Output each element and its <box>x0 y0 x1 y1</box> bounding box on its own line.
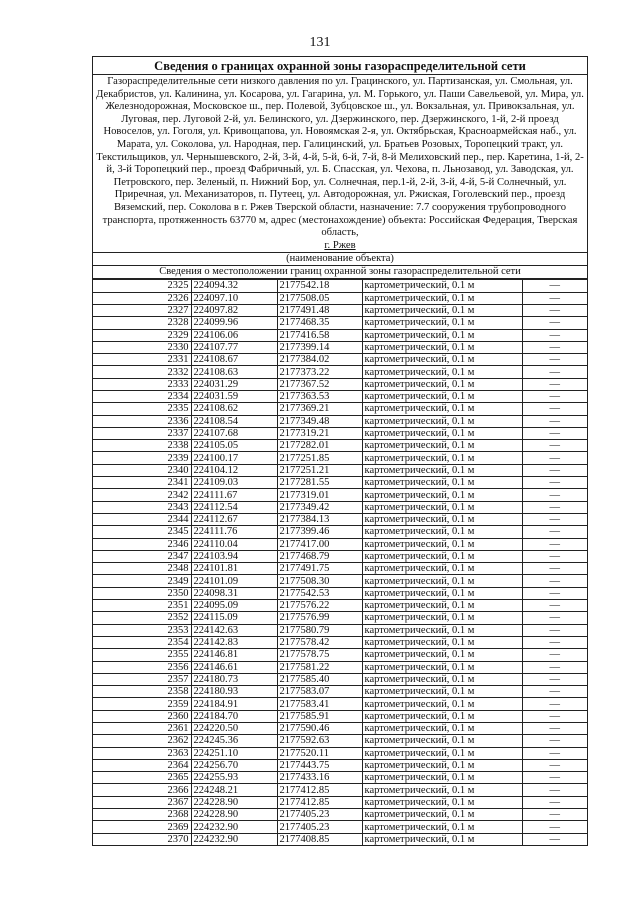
point-number-cell: 2327 <box>93 304 191 316</box>
y-coordinate-cell: 2177578.75 <box>277 649 362 661</box>
y-coordinate-cell: 2177373.22 <box>277 366 362 378</box>
x-coordinate-cell: 224108.67 <box>191 354 277 366</box>
point-number-cell: 2369 <box>93 821 191 833</box>
y-coordinate-cell: 2177433.16 <box>277 772 362 784</box>
table-row <box>93 796 587 808</box>
point-description-cell: — <box>522 280 587 292</box>
y-coordinate-cell: 2177520.11 <box>277 747 362 759</box>
x-coordinate-cell: 224142.63 <box>191 624 277 636</box>
point-number-cell: 2339 <box>93 452 191 464</box>
table-row <box>93 833 587 845</box>
table-row <box>93 772 587 784</box>
y-coordinate-cell: 2177281.55 <box>277 477 362 489</box>
table-row <box>93 427 587 439</box>
table-row <box>93 698 587 710</box>
y-coordinate-cell: 2177583.07 <box>277 686 362 698</box>
table-row <box>93 649 587 661</box>
point-description-cell: — <box>522 772 587 784</box>
table-row <box>93 464 587 476</box>
point-number-cell: 2365 <box>93 772 191 784</box>
point-description-cell: — <box>522 317 587 329</box>
point-description-cell: — <box>522 440 587 452</box>
method-accuracy-cell: картометрический, 0.1 м <box>362 390 522 402</box>
method-accuracy-cell: картометрический, 0.1 м <box>362 489 522 501</box>
y-coordinate-cell: 2177349.48 <box>277 415 362 427</box>
point-number-cell: 2344 <box>93 513 191 525</box>
method-accuracy-cell: картометрический, 0.1 м <box>362 575 522 587</box>
y-coordinate-cell: 2177417.00 <box>277 538 362 550</box>
x-coordinate-cell: 224248.21 <box>191 784 277 796</box>
point-description-cell: — <box>522 501 587 513</box>
point-description-cell: — <box>522 354 587 366</box>
point-number-cell: 2345 <box>93 526 191 538</box>
y-coordinate-cell: 2177399.46 <box>277 526 362 538</box>
x-coordinate-cell: 224106.06 <box>191 329 277 341</box>
point-description-cell: — <box>522 784 587 796</box>
x-coordinate-cell: 224108.54 <box>191 415 277 427</box>
y-coordinate-cell: 2177369.21 <box>277 403 362 415</box>
method-accuracy-cell: картометрический, 0.1 м <box>362 661 522 673</box>
y-coordinate-cell: 2177468.35 <box>277 317 362 329</box>
point-description-cell: — <box>522 550 587 562</box>
x-coordinate-cell: 224146.61 <box>191 661 277 673</box>
method-accuracy-cell: картометрический, 0.1 м <box>362 366 522 378</box>
y-coordinate-cell: 2177578.42 <box>277 636 362 648</box>
point-description-cell: — <box>522 378 587 390</box>
point-number-cell: 2363 <box>93 747 191 759</box>
y-coordinate-cell: 2177405.23 <box>277 809 362 821</box>
point-description-cell: — <box>522 809 587 821</box>
table-row <box>93 735 587 747</box>
y-coordinate-cell: 2177412.85 <box>277 784 362 796</box>
point-description-cell: — <box>522 686 587 698</box>
y-coordinate-cell: 2177251.21 <box>277 464 362 476</box>
point-number-cell: 2359 <box>93 698 191 710</box>
point-description-cell: — <box>522 390 587 402</box>
y-coordinate-cell: 2177508.05 <box>277 292 362 304</box>
x-coordinate-cell: 224101.81 <box>191 563 277 575</box>
x-coordinate-cell: 224112.67 <box>191 513 277 525</box>
x-coordinate-cell: 224146.81 <box>191 649 277 661</box>
table-row <box>93 292 587 304</box>
x-coordinate-cell: 224220.50 <box>191 723 277 735</box>
table-row <box>93 317 587 329</box>
method-accuracy-cell: картометрический, 0.1 м <box>362 710 522 722</box>
point-number-cell: 2346 <box>93 538 191 550</box>
x-coordinate-cell: 224100.17 <box>191 452 277 464</box>
y-coordinate-cell: 2177580.79 <box>277 624 362 636</box>
point-description-cell: — <box>522 563 587 575</box>
x-coordinate-cell: 224110.04 <box>191 538 277 550</box>
point-description-cell: — <box>522 341 587 353</box>
point-description-cell: — <box>522 612 587 624</box>
y-coordinate-cell: 2177542.18 <box>277 280 362 292</box>
table-row <box>93 526 587 538</box>
method-accuracy-cell: картометрический, 0.1 м <box>362 501 522 513</box>
x-coordinate-cell: 224256.70 <box>191 759 277 771</box>
method-accuracy-cell: картометрический, 0.1 м <box>362 280 522 292</box>
point-description-cell: — <box>522 415 587 427</box>
x-coordinate-cell: 224031.29 <box>191 378 277 390</box>
x-coordinate-cell: 224228.90 <box>191 796 277 808</box>
x-coordinate-cell: 224095.09 <box>191 600 277 612</box>
point-number-cell: 2360 <box>93 710 191 722</box>
point-description-cell: — <box>522 821 587 833</box>
x-coordinate-cell: 224108.62 <box>191 403 277 415</box>
x-coordinate-cell: 224228.90 <box>191 809 277 821</box>
y-coordinate-cell: 2177416.58 <box>277 329 362 341</box>
y-coordinate-cell: 2177384.02 <box>277 354 362 366</box>
table-row <box>93 329 587 341</box>
y-coordinate-cell: 2177491.75 <box>277 563 362 575</box>
x-coordinate-cell: 224101.09 <box>191 575 277 587</box>
method-accuracy-cell: картометрический, 0.1 м <box>362 317 522 329</box>
method-accuracy-cell: картометрический, 0.1 м <box>362 464 522 476</box>
x-coordinate-cell: 224112.54 <box>191 501 277 513</box>
point-number-cell: 2332 <box>93 366 191 378</box>
y-coordinate-cell: 2177576.22 <box>277 600 362 612</box>
x-coordinate-cell: 224094.32 <box>191 280 277 292</box>
x-coordinate-cell: 224097.82 <box>191 304 277 316</box>
y-coordinate-cell: 2177585.91 <box>277 710 362 722</box>
x-coordinate-cell: 224107.77 <box>191 341 277 353</box>
point-description-cell: — <box>522 477 587 489</box>
method-accuracy-cell: картометрический, 0.1 м <box>362 698 522 710</box>
point-number-cell: 2337 <box>93 427 191 439</box>
y-coordinate-cell: 2177384.13 <box>277 513 362 525</box>
point-number-cell: 2362 <box>93 735 191 747</box>
table-row <box>93 686 587 698</box>
point-number-cell: 2368 <box>93 809 191 821</box>
y-coordinate-cell: 2177251.85 <box>277 452 362 464</box>
x-coordinate-cell: 224180.73 <box>191 673 277 685</box>
method-accuracy-cell: картометрический, 0.1 м <box>362 821 522 833</box>
point-number-cell: 2353 <box>93 624 191 636</box>
point-description-cell: — <box>522 464 587 476</box>
x-coordinate-cell: 224180.93 <box>191 686 277 698</box>
object-name-caption: (наименование объекта) <box>93 253 587 266</box>
method-accuracy-cell: картометрический, 0.1 м <box>362 513 522 525</box>
y-coordinate-cell: 2177583.41 <box>277 698 362 710</box>
x-coordinate-cell: 224098.31 <box>191 587 277 599</box>
point-description-cell: — <box>522 759 587 771</box>
method-accuracy-cell: картометрический, 0.1 м <box>362 341 522 353</box>
y-coordinate-cell: 2177408.85 <box>277 833 362 845</box>
point-description-cell: — <box>522 292 587 304</box>
table-row <box>93 452 587 464</box>
table-row <box>93 723 587 735</box>
x-coordinate-cell: 224108.63 <box>191 366 277 378</box>
point-number-cell: 2333 <box>93 378 191 390</box>
table-row <box>93 661 587 673</box>
method-accuracy-cell: картометрический, 0.1 м <box>362 673 522 685</box>
point-description-cell: — <box>522 489 587 501</box>
point-description-cell: — <box>522 366 587 378</box>
method-accuracy-cell: картометрический, 0.1 м <box>362 686 522 698</box>
point-description-cell: — <box>522 735 587 747</box>
method-accuracy-cell: картометрический, 0.1 м <box>362 772 522 784</box>
y-coordinate-cell: 2177491.48 <box>277 304 362 316</box>
table-row <box>93 809 587 821</box>
point-number-cell: 2354 <box>93 636 191 648</box>
method-accuracy-cell: картометрический, 0.1 м <box>362 452 522 464</box>
method-accuracy-cell: картометрический, 0.1 м <box>362 833 522 845</box>
object-description-text: Газораспределительные сети низкого давления по ул. Грацинского, ул. Партизанская, ул. Смольная, ул. Декабристов, ул. Калинина, ул. Косарова, ул. Гагарина, ул. М. Горького, ул. Паши Савельевой, ул. Мира, ул. Железнодорожная, Московское ш., пер. Полевой, Зубцовское ш., ул. Вокзальная, ул. Привокзальная, ул. Луговая, пер. Луговой 2-й, ул. Белинского, ул. Дзержинского, пер. Дзержинского, 1-й, 2-й проезд Новоселов, ул. Гоголя, ул. Кривощапова, ул. Новоямская 2-я, ул. Октябрьская, Красноармейская наб., ул. Марата, ул. Соколова, ул. Народная, пер. Галицинский, ул. Братьев Розовых, Торопецкий тракт, ул. Текстильщиков, ул. Чернышевского, 2-й, 3-й, 4-й, 5-й, 6-й, 7-й, 8-й Мелиховский пер., пер. Каретина, 1-й, 2-й, 3-й Торопецкий пер., проезд Фабричный, ул. Б. Спасская, ул. Чехова, п. Льнозавод, ул. Заводская, ул. Петровского, пер. Зеленый, п. Нижний Бор, ул. Солнечная, пер.1-й, 2-й, 3-й, 4-й, 5-й Солнечный, ул. Приречная, ул. Механизаторов, п. Путеец, ул. Автодорожная, ул. Ржиская, Гоголевский пер., проезд Вяземский, пер. Соколова в г. Ржев Тверской области, назначение: 7.7 сооружения трубопроводного транспорта, протяженность 63770 м, адрес (местонахождение) объекта: Российская Федерация, Тверская область, <box>96 76 584 239</box>
y-coordinate-cell: 2177590.46 <box>277 723 362 735</box>
x-coordinate-cell: 224232.90 <box>191 833 277 845</box>
point-description-cell: — <box>522 538 587 550</box>
point-number-cell: 2356 <box>93 661 191 673</box>
point-number-cell: 2338 <box>93 440 191 452</box>
table-row <box>93 354 587 366</box>
table-row <box>93 403 587 415</box>
x-coordinate-cell: 224184.91 <box>191 698 277 710</box>
point-number-cell: 2336 <box>93 415 191 427</box>
object-description <box>93 75 587 253</box>
point-description-cell: — <box>522 575 587 587</box>
method-accuracy-cell: картометрический, 0.1 м <box>362 809 522 821</box>
point-number-cell: 2342 <box>93 489 191 501</box>
point-description-cell: — <box>522 513 587 525</box>
method-accuracy-cell: картометрический, 0.1 м <box>362 415 522 427</box>
document-title: Сведения о границах охранной зоны газораспределительной сети <box>93 57 587 75</box>
table-row <box>93 489 587 501</box>
method-accuracy-cell: картометрический, 0.1 м <box>362 600 522 612</box>
table-row <box>93 759 587 771</box>
coordinates-table-body <box>93 280 587 845</box>
point-number-cell: 2357 <box>93 673 191 685</box>
table-row <box>93 747 587 759</box>
point-number-cell: 2349 <box>93 575 191 587</box>
point-number-cell: 2348 <box>93 563 191 575</box>
method-accuracy-cell: картометрический, 0.1 м <box>362 403 522 415</box>
y-coordinate-cell: 2177412.85 <box>277 796 362 808</box>
point-description-cell: — <box>522 329 587 341</box>
table-row <box>93 636 587 648</box>
point-number-cell: 2329 <box>93 329 191 341</box>
point-number-cell: 2343 <box>93 501 191 513</box>
table-row <box>93 710 587 722</box>
x-coordinate-cell: 224104.12 <box>191 464 277 476</box>
table-row <box>93 378 587 390</box>
method-accuracy-cell: картометрический, 0.1 м <box>362 440 522 452</box>
table-row <box>93 501 587 513</box>
point-description-cell: — <box>522 796 587 808</box>
point-description-cell: — <box>522 526 587 538</box>
point-number-cell: 2364 <box>93 759 191 771</box>
table-row <box>93 440 587 452</box>
x-coordinate-cell: 224142.83 <box>191 636 277 648</box>
table-row <box>93 673 587 685</box>
method-accuracy-cell: картометрический, 0.1 м <box>362 550 522 562</box>
y-coordinate-cell: 2177367.52 <box>277 378 362 390</box>
x-coordinate-cell: 224255.93 <box>191 772 277 784</box>
y-coordinate-cell: 2177349.42 <box>277 501 362 513</box>
object-city: г. Ржев <box>324 239 356 251</box>
table-row <box>93 624 587 636</box>
point-number-cell: 2350 <box>93 587 191 599</box>
method-accuracy-cell: картометрический, 0.1 м <box>362 378 522 390</box>
x-coordinate-cell: 224115.09 <box>191 612 277 624</box>
point-number-cell: 2358 <box>93 686 191 698</box>
point-number-cell: 2352 <box>93 612 191 624</box>
table-row <box>93 280 587 292</box>
table-row <box>93 366 587 378</box>
point-description-cell: — <box>522 304 587 316</box>
table-row <box>93 821 587 833</box>
point-number-cell: 2331 <box>93 354 191 366</box>
method-accuracy-cell: картометрический, 0.1 м <box>362 526 522 538</box>
table-row <box>93 587 587 599</box>
point-number-cell: 2367 <box>93 796 191 808</box>
y-coordinate-cell: 2177542.53 <box>277 587 362 599</box>
coordinates-table <box>93 279 587 845</box>
table-row <box>93 477 587 489</box>
x-coordinate-cell: 224103.94 <box>191 550 277 562</box>
point-number-cell: 2361 <box>93 723 191 735</box>
table-row <box>93 600 587 612</box>
point-number-cell: 2370 <box>93 833 191 845</box>
y-coordinate-cell: 2177508.30 <box>277 575 362 587</box>
y-coordinate-cell: 2177592.63 <box>277 735 362 747</box>
table-row <box>93 550 587 562</box>
point-number-cell: 2366 <box>93 784 191 796</box>
point-number-cell: 2325 <box>93 280 191 292</box>
method-accuracy-cell: картометрический, 0.1 м <box>362 354 522 366</box>
x-coordinate-cell: 224105.05 <box>191 440 277 452</box>
y-coordinate-cell: 2177319.21 <box>277 427 362 439</box>
table-row <box>93 563 587 575</box>
y-coordinate-cell: 2177319.01 <box>277 489 362 501</box>
y-coordinate-cell: 2177363.53 <box>277 390 362 402</box>
y-coordinate-cell: 2177581.22 <box>277 661 362 673</box>
method-accuracy-cell: картометрический, 0.1 м <box>362 636 522 648</box>
table-row <box>93 612 587 624</box>
point-description-cell: — <box>522 673 587 685</box>
table-row <box>93 390 587 402</box>
method-accuracy-cell: картометрический, 0.1 м <box>362 477 522 489</box>
section-title: Сведения о местоположении границ охранной зоны газораспределительной сети <box>93 266 587 279</box>
x-coordinate-cell: 224031.59 <box>191 390 277 402</box>
point-description-cell: — <box>522 698 587 710</box>
x-coordinate-cell: 224107.68 <box>191 427 277 439</box>
y-coordinate-cell: 2177282.01 <box>277 440 362 452</box>
point-number-cell: 2351 <box>93 600 191 612</box>
table-row <box>93 304 587 316</box>
point-description-cell: — <box>522 587 587 599</box>
x-coordinate-cell: 224184.70 <box>191 710 277 722</box>
x-coordinate-cell: 224111.76 <box>191 526 277 538</box>
point-description-cell: — <box>522 452 587 464</box>
y-coordinate-cell: 2177468.79 <box>277 550 362 562</box>
method-accuracy-cell: картометрический, 0.1 м <box>362 587 522 599</box>
method-accuracy-cell: картометрический, 0.1 м <box>362 563 522 575</box>
method-accuracy-cell: картометрический, 0.1 м <box>362 612 522 624</box>
point-description-cell: — <box>522 710 587 722</box>
method-accuracy-cell: картометрический, 0.1 м <box>362 624 522 636</box>
method-accuracy-cell: картометрический, 0.1 м <box>362 329 522 341</box>
page-number: 131 <box>309 35 331 50</box>
boundary-info-frame <box>92 56 588 846</box>
x-coordinate-cell: 224097.10 <box>191 292 277 304</box>
point-description-cell: — <box>522 403 587 415</box>
point-description-cell: — <box>522 833 587 845</box>
point-description-cell: — <box>522 636 587 648</box>
method-accuracy-cell: картометрический, 0.1 м <box>362 747 522 759</box>
point-number-cell: 2341 <box>93 477 191 489</box>
point-description-cell: — <box>522 723 587 735</box>
point-description-cell: — <box>522 649 587 661</box>
point-description-cell: — <box>522 661 587 673</box>
y-coordinate-cell: 2177399.14 <box>277 341 362 353</box>
point-number-cell: 2326 <box>93 292 191 304</box>
table-row <box>93 538 587 550</box>
x-coordinate-cell: 224232.90 <box>191 821 277 833</box>
method-accuracy-cell: картометрический, 0.1 м <box>362 538 522 550</box>
method-accuracy-cell: картометрический, 0.1 м <box>362 759 522 771</box>
point-number-cell: 2340 <box>93 464 191 476</box>
method-accuracy-cell: картометрический, 0.1 м <box>362 735 522 747</box>
method-accuracy-cell: картометрический, 0.1 м <box>362 649 522 661</box>
point-description-cell: — <box>522 600 587 612</box>
x-coordinate-cell: 224251.10 <box>191 747 277 759</box>
point-description-cell: — <box>522 427 587 439</box>
table-row <box>93 415 587 427</box>
x-coordinate-cell: 224245.36 <box>191 735 277 747</box>
table-row <box>93 784 587 796</box>
method-accuracy-cell: картометрический, 0.1 м <box>362 723 522 735</box>
point-number-cell: 2335 <box>93 403 191 415</box>
method-accuracy-cell: картометрический, 0.1 м <box>362 292 522 304</box>
method-accuracy-cell: картометрический, 0.1 м <box>362 784 522 796</box>
y-coordinate-cell: 2177405.23 <box>277 821 362 833</box>
x-coordinate-cell: 224099.96 <box>191 317 277 329</box>
y-coordinate-cell: 2177585.40 <box>277 673 362 685</box>
point-description-cell: — <box>522 747 587 759</box>
table-row <box>93 341 587 353</box>
y-coordinate-cell: 2177576.99 <box>277 612 362 624</box>
point-number-cell: 2328 <box>93 317 191 329</box>
method-accuracy-cell: картометрический, 0.1 м <box>362 796 522 808</box>
table-row <box>93 575 587 587</box>
table-row <box>93 513 587 525</box>
point-number-cell: 2330 <box>93 341 191 353</box>
y-coordinate-cell: 2177443.75 <box>277 759 362 771</box>
method-accuracy-cell: картометрический, 0.1 м <box>362 304 522 316</box>
x-coordinate-cell: 224111.67 <box>191 489 277 501</box>
point-description-cell: — <box>522 624 587 636</box>
method-accuracy-cell: картометрический, 0.1 м <box>362 427 522 439</box>
point-number-cell: 2355 <box>93 649 191 661</box>
point-number-cell: 2334 <box>93 390 191 402</box>
x-coordinate-cell: 224109.03 <box>191 477 277 489</box>
point-number-cell: 2347 <box>93 550 191 562</box>
